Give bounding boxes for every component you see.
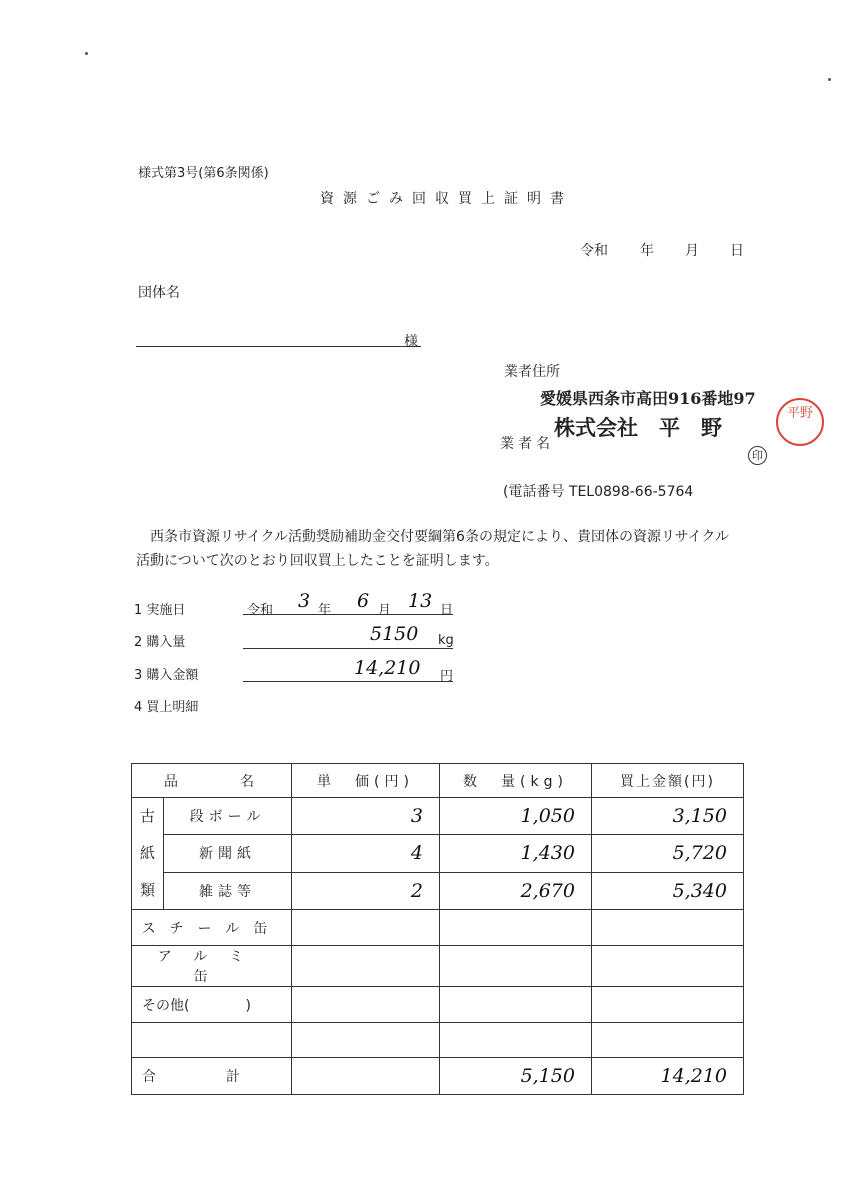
row-name: 新聞紙 bbox=[164, 835, 292, 872]
purchase-amount-line bbox=[243, 648, 453, 649]
header-quantity: 数 量(kg) bbox=[440, 764, 592, 798]
purchase-price-label: 3 購入金額 bbox=[134, 668, 199, 683]
row-quantity bbox=[440, 946, 592, 987]
form-number: 様式第3号(第6条関係) bbox=[138, 166, 269, 181]
implementation-date-year-unit: 年 bbox=[318, 603, 332, 618]
implementation-date-label: 1 実施日 bbox=[134, 603, 186, 618]
company-seal-icon bbox=[776, 398, 824, 446]
row-quantity: 1,430 bbox=[440, 835, 592, 872]
implementation-date-line bbox=[243, 614, 453, 615]
table-row bbox=[132, 946, 744, 987]
vendor-company: 株式会社 平 野 bbox=[554, 415, 722, 440]
row-amount bbox=[592, 910, 744, 946]
row-amount: 5,340 bbox=[592, 872, 744, 909]
table-total-row bbox=[132, 1058, 744, 1095]
row-amount: 5,720 bbox=[592, 835, 744, 872]
paper-group-text: 古 紙 類 bbox=[139, 807, 155, 899]
table-row bbox=[132, 1023, 744, 1058]
total-amount: 14,210 bbox=[592, 1058, 744, 1095]
row-unit-price bbox=[292, 987, 440, 1023]
total-label: 合 計 bbox=[132, 1058, 292, 1095]
table-row bbox=[132, 987, 744, 1023]
purchase-price-value: 14,210 bbox=[354, 657, 421, 679]
row-amount: 3,150 bbox=[592, 798, 744, 835]
body-text-line-1: 西条市資源リサイクル活動奨励補助金交付要綱第6条の規定により、貴団体の資源リサイクル bbox=[150, 529, 729, 545]
table-row bbox=[132, 872, 744, 909]
group-honorific: 様 bbox=[404, 334, 418, 350]
row-quantity bbox=[440, 910, 592, 946]
row-quantity: 1,050 bbox=[440, 798, 592, 835]
date-year-unit: 年 bbox=[640, 243, 654, 259]
paper-group-label bbox=[132, 798, 164, 910]
vendor-name-label: 業者名 bbox=[500, 436, 554, 452]
vendor-address: 愛媛県西条市高田916番地97 bbox=[540, 389, 756, 408]
scan-dot bbox=[85, 52, 88, 55]
body-text-line-2: 活動について次のとおり回収買上したことを証明します。 bbox=[136, 553, 499, 569]
row-name: その他( ) bbox=[132, 987, 292, 1023]
row-amount bbox=[592, 1023, 744, 1058]
row-amount bbox=[592, 946, 744, 987]
header-unit-price: 単 価(円) bbox=[292, 764, 440, 798]
row-name: 段ボール bbox=[164, 798, 292, 835]
row-name: スチール缶 bbox=[132, 910, 292, 946]
table-header-row bbox=[132, 764, 744, 798]
implementation-date-month: 6 bbox=[357, 590, 370, 612]
implementation-date-era: 令和 bbox=[247, 603, 274, 618]
header-item-name: 品 名 bbox=[132, 764, 292, 798]
purchase-amount-value: 5150 bbox=[370, 623, 419, 645]
purchase-price-line bbox=[243, 681, 453, 682]
row-quantity bbox=[440, 1023, 592, 1058]
purchase-detail-label: 4 買上明細 bbox=[134, 700, 199, 715]
purchase-price-unit: 円 bbox=[440, 669, 454, 684]
row-name: アルミ缶 bbox=[132, 946, 292, 987]
date-era: 令和 bbox=[580, 243, 608, 259]
vendor-address-label: 業者住所 bbox=[504, 364, 560, 380]
table-row bbox=[132, 798, 744, 835]
seal-mark: 印 bbox=[748, 446, 767, 465]
date-day-unit: 日 bbox=[730, 243, 744, 259]
date-month-unit: 月 bbox=[685, 243, 699, 259]
total-quantity: 5,150 bbox=[440, 1058, 592, 1095]
vendor-phone: (電話番号 TEL0898-66-5764 bbox=[503, 484, 694, 500]
implementation-date-day-unit: 日 bbox=[440, 603, 454, 618]
table-row bbox=[132, 835, 744, 872]
row-unit-price bbox=[292, 910, 440, 946]
total-unit-price bbox=[292, 1058, 440, 1095]
seal-text: 平野 bbox=[786, 406, 813, 421]
group-name-line bbox=[136, 346, 421, 347]
implementation-date-month-unit: 月 bbox=[378, 603, 392, 618]
purchase-amount-unit: kg bbox=[438, 633, 454, 648]
implementation-date-day: 13 bbox=[408, 590, 433, 612]
row-unit-price: 2 bbox=[292, 872, 440, 909]
header-amount: 買上金額(円) bbox=[592, 764, 744, 798]
implementation-date-year: 3 bbox=[298, 590, 311, 612]
row-quantity bbox=[440, 987, 592, 1023]
row-unit-price bbox=[292, 946, 440, 987]
row-unit-price: 3 bbox=[292, 798, 440, 835]
row-name: 雑誌等 bbox=[164, 872, 292, 909]
group-name-label: 団体名 bbox=[138, 285, 180, 301]
purchase-amount-label: 2 購入量 bbox=[134, 635, 186, 650]
scan-dot bbox=[828, 78, 831, 81]
document-title: 資源ごみ回収買上証明書 bbox=[320, 191, 573, 207]
row-unit-price: 4 bbox=[292, 835, 440, 872]
purchase-detail-table bbox=[131, 763, 744, 1095]
row-amount bbox=[592, 987, 744, 1023]
row-name bbox=[132, 1023, 292, 1058]
table-row bbox=[132, 910, 744, 946]
row-quantity: 2,670 bbox=[440, 872, 592, 909]
row-unit-price bbox=[292, 1023, 440, 1058]
